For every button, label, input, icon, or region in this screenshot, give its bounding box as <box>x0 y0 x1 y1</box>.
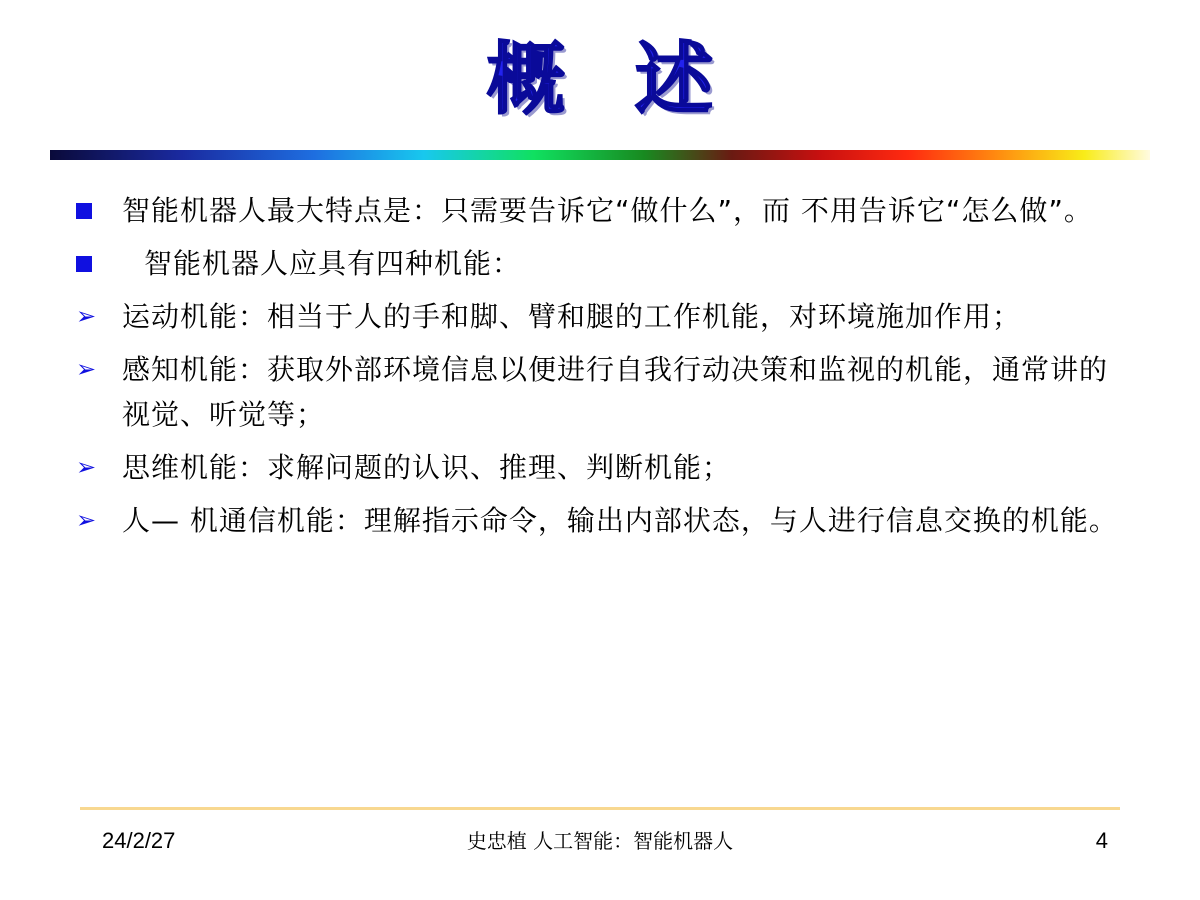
bullet-text: 运动机能：相当于人的手和脚、臂和腿的工作机能，对环境施加作用； <box>122 300 1022 333</box>
page-number: 4 <box>1095 828 1108 853</box>
square-bullet-icon <box>76 188 106 233</box>
footer-date: 24/2/27 <box>102 828 176 853</box>
bullet-list <box>76 188 1136 551</box>
arrow-bullet-icon: ➢ <box>76 506 98 534</box>
bullet-item <box>76 188 1136 233</box>
square-bullet-icon <box>76 241 106 286</box>
bullet-text: 感知机能：获取外部环境信息以便进行自我行动决策和监视的机能，通常讲的视觉、听觉等； <box>122 353 1109 431</box>
title-divider <box>50 150 1150 160</box>
arrow-bullet-icon: ➢ <box>76 355 98 383</box>
bullet-item <box>76 445 1136 490</box>
bullet-text: 人— 机通信机能：理解指示命令，输出内部状态，与人进行信息交换的机能。 <box>122 504 1118 537</box>
arrow-bullet-icon: ➢ <box>76 302 98 330</box>
bullet-text: 思维机能：求解问题的认识、推理、判断机能； <box>122 451 732 484</box>
bullet-text: 智能机器人最大特点是：只需要告诉它“做什么”，而 不用告诉它“怎么做”。 <box>122 194 1093 227</box>
footer-divider <box>80 807 1120 810</box>
bullet-item <box>76 241 1136 286</box>
slide-title: 概述 <box>486 35 783 125</box>
footer-title: 史忠植 人工智能：智能机器人 <box>466 829 734 853</box>
arrow-bullet-icon: ➢ <box>76 453 98 481</box>
bullet-item <box>76 347 1136 437</box>
bullet-item <box>76 498 1136 543</box>
bullet-text: 智能机器人应具有四种机能： <box>144 247 522 280</box>
bullet-item <box>76 294 1136 339</box>
